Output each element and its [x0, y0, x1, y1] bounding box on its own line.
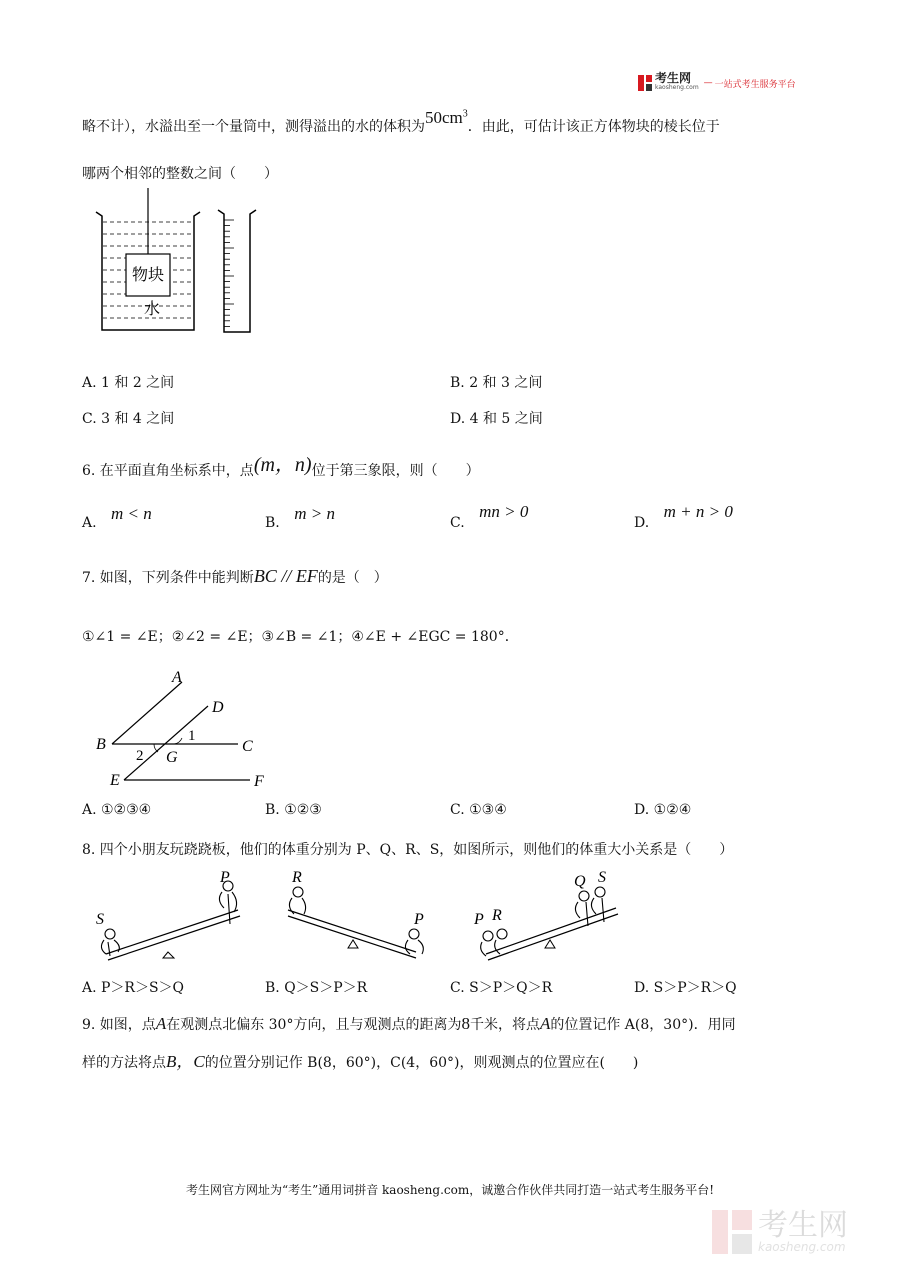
seesaw-2 [288, 869, 424, 958]
svg-text:P: P [474, 911, 484, 928]
q5-volume: $50cm^3$ [425, 108, 468, 127]
q7-option-d[interactable]: D. ①②④ [634, 802, 692, 818]
q5-line1: 略不计），水溢出至一个量筒中，测得溢出的水的体积为$50cm^3$．由此，可估计该正方体物块的棱长位于 [82, 108, 720, 135]
q8-figure-seesaws [88, 862, 648, 968]
logo-name: 考生网 [655, 71, 692, 85]
q8-stem: 8. 四个小朋友玩跷跷板，他们的体重分别为 P、Q、R、S，如图所示，则他们的体重大小关系是（ ） [82, 842, 734, 858]
q9-line2: 样的方法将点B，C的位置分别记作 B(8，60°)，C(4，60°)，则观测点的位置应在( ) [82, 1052, 639, 1071]
q8-option-d[interactable]: D. S＞P＞R＞Q [634, 980, 737, 996]
footer-text: 考生网官方网址为“考生”通用词拼音 kaosheng.com，诚邀合作伙伴共同打造一站式考生服务平台! [185, 1183, 715, 1197]
q7-angle-2: 2 [136, 748, 144, 764]
q8-option-a[interactable]: A. P＞R＞S＞Q [82, 980, 185, 996]
q8-option-c[interactable]: C. S＞P＞Q＞R [450, 980, 553, 996]
q5-measuring-cylinder [218, 210, 256, 332]
q7-relation: BC // EF [253, 566, 318, 586]
q5-option-a[interactable]: A. 1 和 2 之间 [82, 375, 175, 391]
q7-label-f: F [254, 773, 264, 790]
q6-option-c[interactable]: C. mn > 0 [450, 502, 529, 531]
q7-angle-1: 1 [188, 728, 196, 744]
q7-label-b: B [96, 736, 106, 753]
svg-text:Q: Q [574, 873, 586, 890]
seesaw-3 [473, 869, 618, 960]
header-logo: 考生网 kaosheng.com — 一站式考生服务平台 [638, 72, 796, 94]
logo-domain: kaosheng.com [655, 84, 699, 91]
q5-water-label: 水 [143, 301, 161, 318]
q7-label-c: C [242, 738, 253, 755]
q6-stem: 6. 在平面直角坐标系中，点(m，n)位于第三象限，则（ ） [82, 454, 480, 479]
header-slogan: 一站式考生服务平台 [714, 79, 796, 90]
q6-option-a[interactable]: A. m < n [82, 504, 152, 531]
child-r2 [289, 887, 305, 914]
q8-option-b[interactable]: B. Q＞S＞P＞R [265, 980, 368, 996]
seesaw-1 [96, 869, 240, 960]
q5-block-label: 物块 [131, 267, 165, 284]
q7-label-d: D [212, 699, 224, 716]
child-p2 [405, 929, 423, 954]
watermark-domain: kaosheng.com [758, 1240, 846, 1254]
q5-option-b[interactable]: B. 2 和 3 之间 [450, 375, 543, 391]
q6-option-b[interactable]: B. m > n [265, 504, 335, 531]
q7-option-a[interactable]: A. ①②③④ [82, 802, 152, 818]
q7-conditions: ①∠1 = ∠E；②∠2 = ∠E；③∠B = ∠1；④∠E + ∠EGC = 180°． [82, 629, 519, 645]
q5-figure-beaker [90, 188, 270, 340]
svg-text:R: R [292, 869, 302, 886]
q7-option-b[interactable]: B. ①②③ [265, 802, 322, 818]
q7-option-c[interactable]: C. ①③④ [450, 802, 507, 818]
svg-text:P: P [220, 869, 230, 886]
svg-text:S: S [598, 869, 606, 886]
svg-text:R: R [492, 907, 502, 924]
svg-text:P: P [414, 911, 424, 928]
q6-point: (m，n) [253, 454, 312, 476]
q5-option-d[interactable]: D. 4 和 5 之间 [450, 411, 543, 427]
q9-line1: 9. 如图，点A在观测点北偏东 30°方向，且与观测点的距离为8千米，将点A的位置记作 A(8，30°)．用同 [82, 1014, 736, 1033]
q7-figure [90, 662, 280, 790]
svg-text:S: S [96, 911, 104, 928]
watermark-logo-icon [712, 1210, 752, 1254]
q7-label-g: G [166, 749, 178, 766]
q5-line2: 哪两个相邻的整数之间（ ） [82, 166, 278, 182]
watermark-name: 考生网 [758, 1208, 848, 1243]
q6-option-d[interactable]: D. m + n > 0 [634, 502, 733, 531]
q7-stem: 7. 如图，下列条件中能判断BC // EF的是（ ） [82, 566, 388, 586]
logo-icon [638, 75, 652, 91]
q7-label-e: E [110, 772, 120, 789]
watermark [712, 1210, 848, 1254]
q5-option-c[interactable]: C. 3 和 4 之间 [82, 411, 175, 427]
q7-label-a: A [172, 669, 182, 686]
